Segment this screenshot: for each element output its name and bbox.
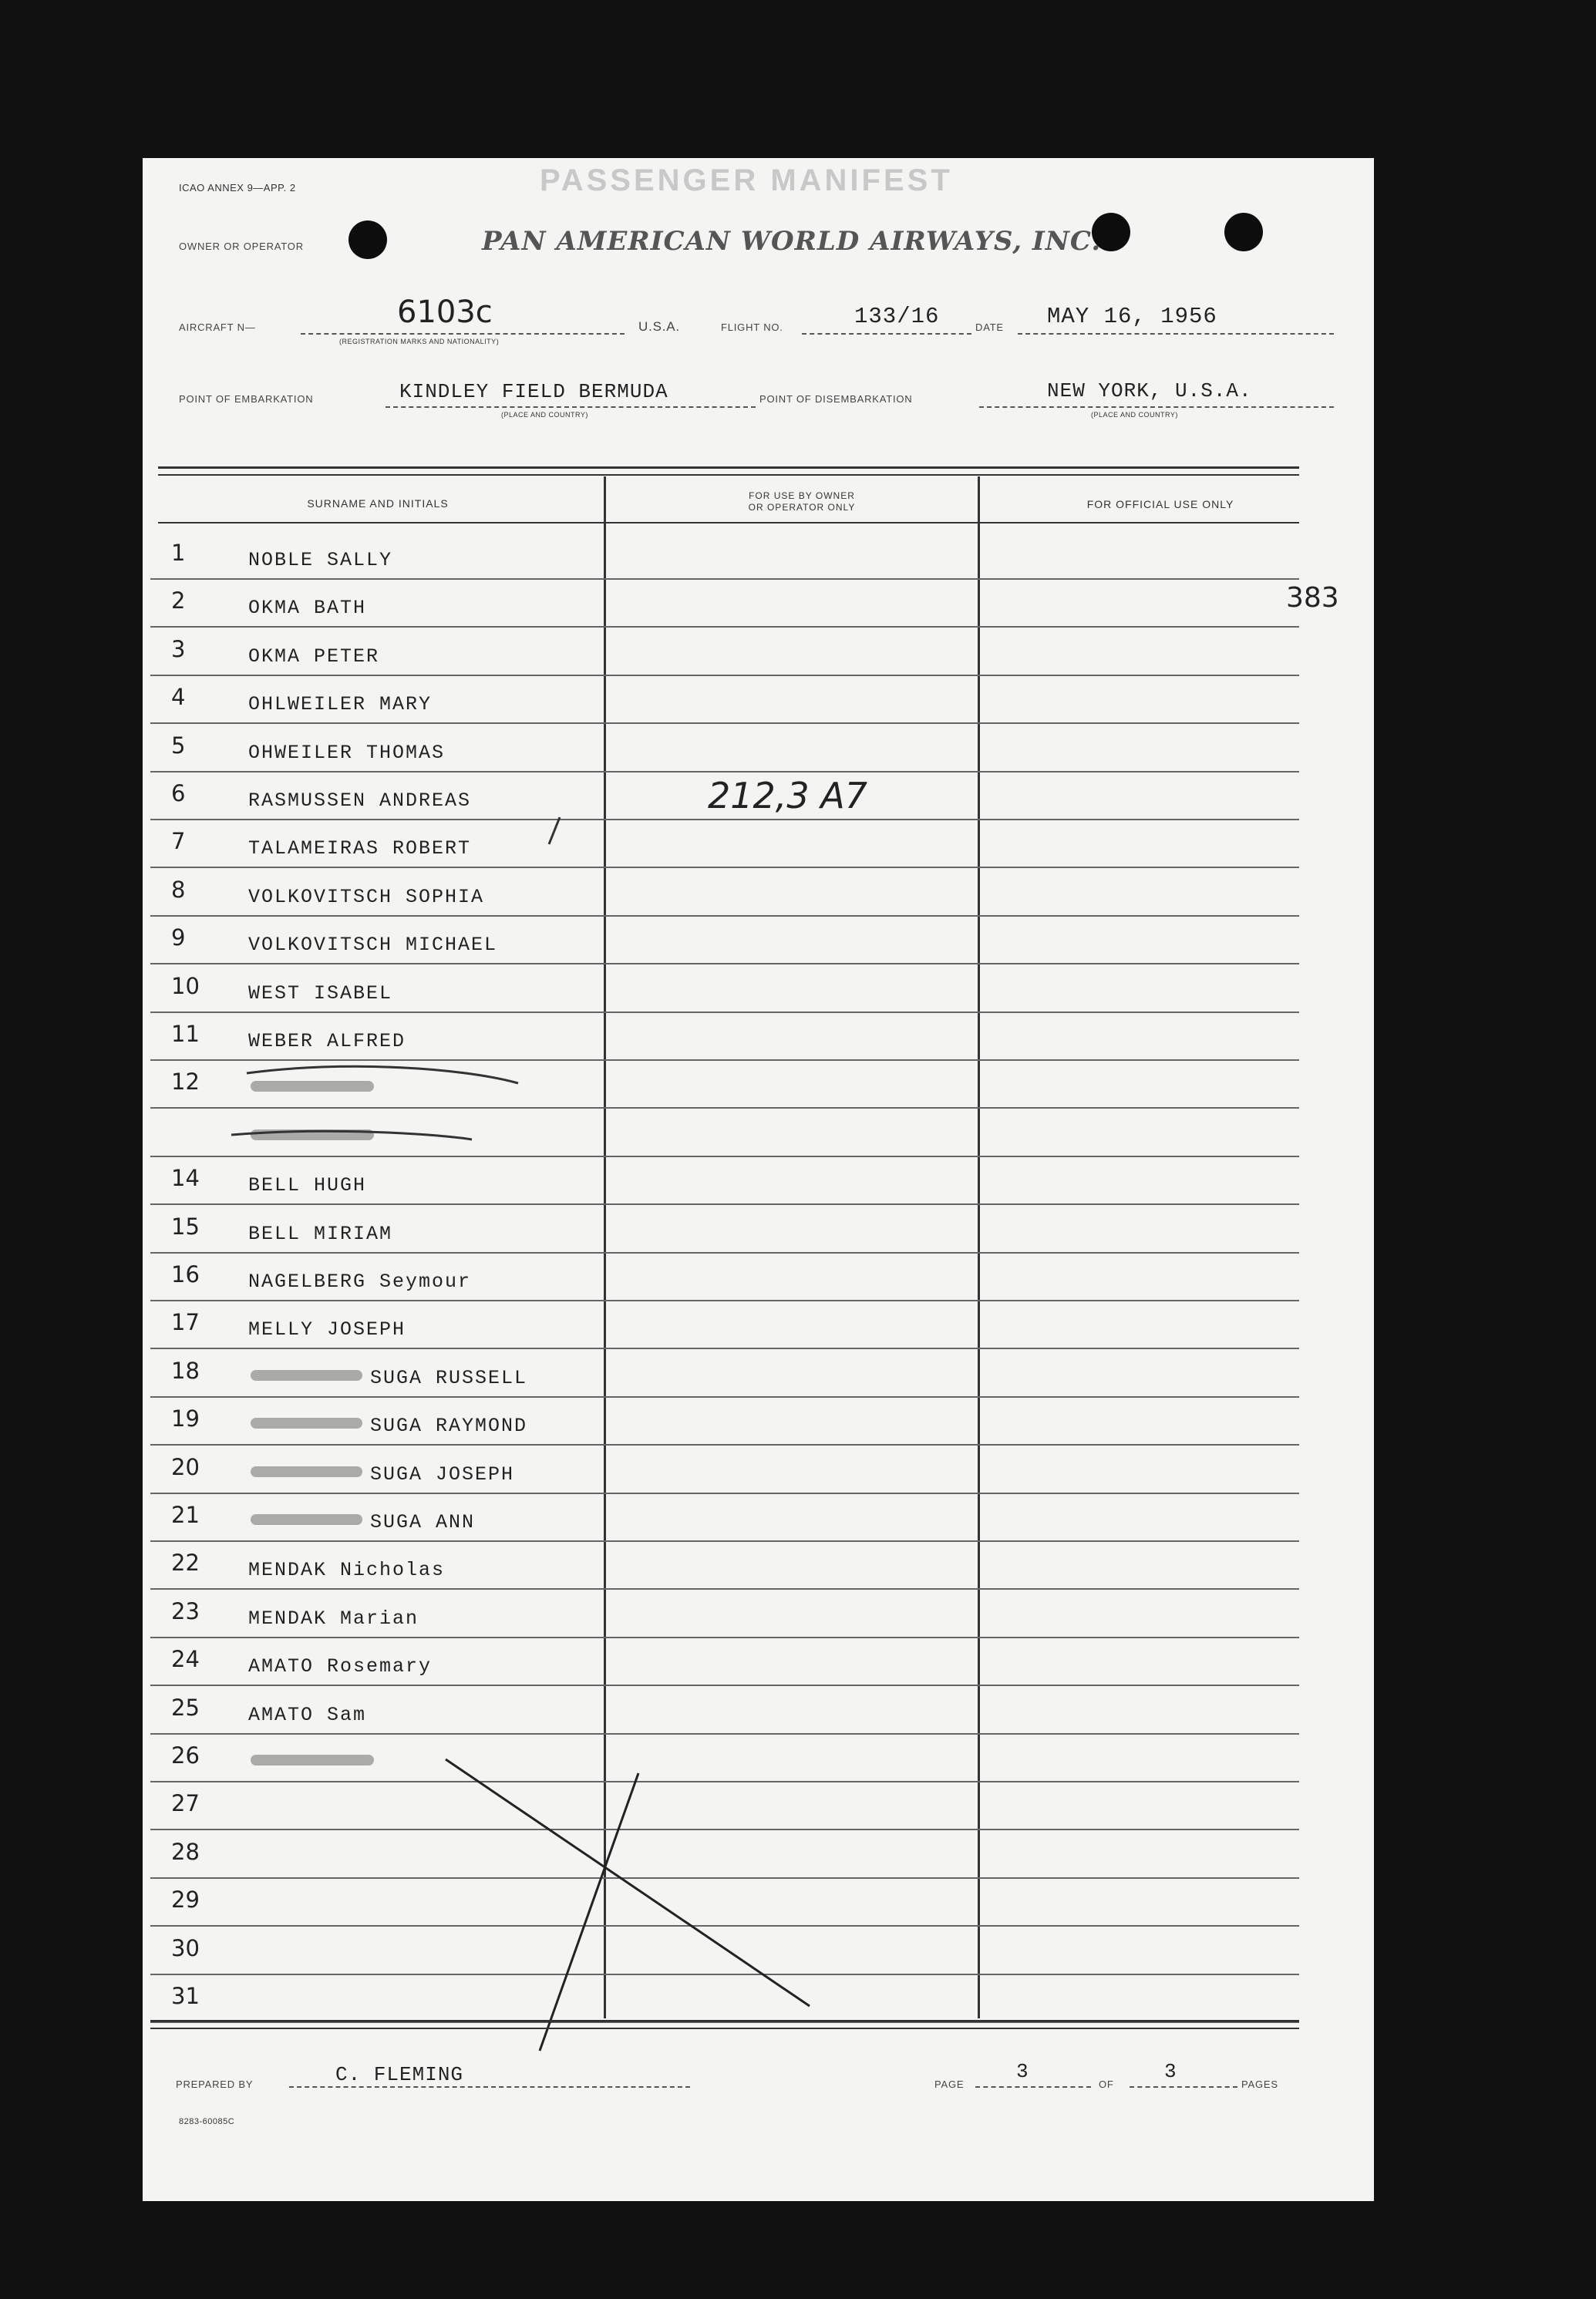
passenger-name: OKMA PETER: [248, 645, 380, 668]
row-number: 9: [171, 924, 186, 951]
table-bottom-rule-2: [150, 2028, 1299, 2029]
table-top-rule: [158, 466, 1299, 469]
row-number: 21: [171, 1502, 200, 1528]
owner-label: OWNER OR OPERATOR: [179, 241, 304, 252]
row-number: 31: [171, 1983, 200, 2009]
row-number: 16: [171, 1261, 200, 1288]
row-number: 28: [171, 1838, 200, 1865]
aircraft-caption: (REGISTRATION MARKS AND NATIONALITY): [339, 338, 500, 345]
redaction-smudge: [251, 1755, 374, 1765]
row-number: 26: [171, 1742, 200, 1769]
row-number: 15: [171, 1213, 200, 1240]
table-top-rule-2: [158, 474, 1299, 476]
flight-value: 133/16: [854, 304, 940, 329]
row-number: 1: [171, 540, 186, 566]
row-number: 17: [171, 1309, 200, 1336]
row-number: 30: [171, 1934, 200, 1961]
row-number: 7: [171, 828, 186, 855]
passenger-name: MENDAK Marian: [248, 1607, 419, 1630]
handwritten-note: 212,3 A7: [708, 775, 868, 816]
table-row: [150, 1350, 1299, 1398]
row-number: 6: [171, 780, 186, 806]
passenger-name: SUGA RAYMOND: [370, 1415, 528, 1438]
of-value: 3: [1164, 2060, 1177, 2083]
table-row: [150, 580, 1299, 628]
row-number: 11: [171, 1021, 200, 1047]
row-number: 8: [171, 876, 186, 903]
disembark-label: POINT OF DISEMBARKATION: [759, 393, 913, 405]
row-number: 20: [171, 1453, 200, 1480]
form-id: ICAO ANNEX 9—APP. 2: [179, 182, 296, 194]
col-header-owner-b: OR OPERATOR ONLY: [748, 502, 856, 513]
col-header-official: FOR OFFICIAL USE ONLY: [1086, 498, 1234, 510]
redaction-smudge: [251, 1514, 362, 1525]
passenger-name: MENDAK Nicholas: [248, 1559, 446, 1582]
date-label: DATE: [975, 321, 1004, 333]
passenger-name: SUGA RUSSELL: [370, 1366, 528, 1389]
date-value: MAY 16, 1956: [1047, 304, 1217, 329]
table-row: [150, 1975, 1299, 2023]
passenger-name: AMATO Sam: [248, 1703, 367, 1726]
table-row: [150, 1590, 1299, 1638]
table-row: [150, 1301, 1299, 1349]
table-row: [150, 1157, 1299, 1205]
table-row: [150, 1061, 1299, 1109]
table-row: [150, 1542, 1299, 1590]
row-number: 3: [171, 635, 186, 662]
page-label: PAGE: [934, 2079, 965, 2090]
col-header-surname: SURNAME AND INITIALS: [307, 497, 449, 510]
table-row: [150, 1735, 1299, 1782]
embark-line: [386, 406, 756, 408]
punch-hole: [1224, 213, 1263, 251]
aircraft-line: [301, 333, 625, 335]
table-row: [150, 1446, 1299, 1494]
aircraft-label: AIRCRAFT N—: [179, 321, 256, 333]
page-line: [975, 2086, 1091, 2088]
of-line: [1130, 2086, 1237, 2088]
table-row: [150, 820, 1299, 868]
table-row: [150, 1638, 1299, 1686]
table-row: [150, 1013, 1299, 1061]
punch-hole: [348, 220, 387, 259]
table-row: [150, 773, 1299, 820]
table-row: [150, 965, 1299, 1013]
pages-label: PAGES: [1241, 2079, 1278, 2090]
passenger-name: NOBLE SALLY: [248, 549, 393, 571]
table-row: [150, 1687, 1299, 1735]
passenger-name: OHWEILER THOMAS: [248, 741, 446, 764]
row-number: 24: [171, 1646, 200, 1673]
table-row: [150, 1494, 1299, 1542]
table-row: [150, 628, 1299, 676]
row-number: 25: [171, 1694, 200, 1721]
redaction-smudge: [251, 1466, 362, 1477]
passenger-name: BELL MIRIAM: [248, 1222, 393, 1245]
passenger-name: MELLY JOSEPH: [248, 1318, 406, 1341]
embark-label: POINT OF EMBARKATION: [179, 393, 314, 405]
row-number: 22: [171, 1550, 200, 1577]
passenger-name: RASMUSSEN ANDREAS: [248, 789, 472, 812]
table-row: [150, 676, 1299, 724]
flight-label: FLIGHT NO.: [721, 321, 783, 333]
margin-number: 383: [1286, 582, 1339, 614]
passenger-name: WEBER ALFRED: [248, 1030, 406, 1052]
table-row: [150, 1254, 1299, 1301]
table-row: [150, 1831, 1299, 1879]
redaction-smudge: [251, 1129, 374, 1140]
passenger-name: WEST ISABEL: [248, 981, 393, 1005]
operator-name: PAN AMERICAN WORLD AIRWAYS, INC.: [482, 226, 1102, 257]
row-number: 12: [171, 1069, 200, 1096]
table-row: [150, 1109, 1299, 1157]
passenger-name: VOLKOVITSCH SOPHIA: [248, 885, 485, 908]
passenger-name: OKMA BATH: [248, 597, 367, 620]
passenger-name: AMATO Rosemary: [248, 1655, 433, 1678]
of-label: OF: [1099, 2079, 1114, 2090]
prepared-line: [289, 2086, 690, 2088]
redaction-smudge: [251, 1370, 362, 1381]
disembark-value: NEW YORK, U.S.A.: [1047, 379, 1252, 402]
passenger-name: SUGA JOSEPH: [370, 1463, 515, 1486]
row-number: 18: [171, 1357, 200, 1384]
header-rule: [158, 522, 1299, 523]
table-row: [150, 1398, 1299, 1446]
date-line: [1018, 333, 1334, 335]
table-row: [150, 917, 1299, 964]
row-number: 14: [171, 1165, 200, 1192]
row-number: 19: [171, 1405, 200, 1432]
table-row: [150, 1879, 1299, 1927]
prepared-value: C. FLEMING: [335, 2063, 464, 2086]
table-row: [150, 532, 1299, 580]
embark-value: KINDLEY FIELD BERMUDA: [399, 380, 668, 403]
row-number: 4: [171, 684, 186, 711]
nationality: U.S.A.: [638, 319, 680, 334]
aircraft-value: 6103c: [397, 295, 493, 330]
form-title: PASSENGER MANIFEST: [540, 163, 953, 197]
row-number: 5: [171, 732, 186, 759]
redaction-smudge: [251, 1081, 374, 1092]
table-row: [150, 1927, 1299, 1975]
prepared-label: PREPARED BY: [176, 2079, 254, 2090]
table-row: [150, 1782, 1299, 1830]
form-code: 8283-60085C: [179, 2117, 235, 2126]
table-row: [150, 869, 1299, 917]
table-row: [150, 725, 1299, 773]
disembark-line: [979, 406, 1334, 408]
page-value: 3: [1016, 2060, 1029, 2083]
row-number: 27: [171, 1790, 200, 1817]
row-number: 29: [171, 1887, 200, 1914]
col-header-owner-a: FOR USE BY OWNER: [749, 490, 855, 501]
row-number: 10: [171, 972, 200, 999]
row-number: 23: [171, 1597, 200, 1624]
passenger-name: VOLKOVITSCH MICHAEL: [248, 934, 498, 957]
disembark-caption: (PLACE AND COUNTRY): [1091, 411, 1178, 419]
embark-caption: (PLACE AND COUNTRY): [501, 411, 588, 419]
row-number: 2: [171, 587, 186, 614]
flight-line: [802, 333, 971, 335]
passenger-name: OHLWEILER MARY: [248, 693, 433, 716]
passenger-name: NAGELBERG Seymour: [248, 1271, 472, 1293]
passenger-name: BELL HUGH: [248, 1174, 367, 1197]
table-bottom-rule: [150, 2020, 1299, 2022]
redaction-smudge: [251, 1418, 362, 1429]
table-row: [150, 1206, 1299, 1254]
passenger-name: TALAMEIRAS ROBERT: [248, 837, 472, 860]
passenger-name: SUGA ANN: [370, 1511, 476, 1533]
